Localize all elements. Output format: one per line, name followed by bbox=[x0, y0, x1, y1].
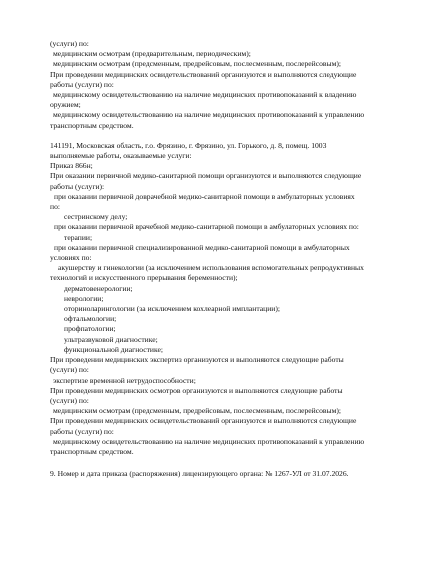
document-line: экспертизе временной нетрудоспособности; bbox=[53, 375, 196, 385]
document-line: при оказании первичной доврачебной медико-санитарной помощи в амбулаторных условиях bbox=[54, 191, 355, 201]
document-line: (услуги) по: bbox=[50, 39, 89, 48]
document-line: транспортным средством. bbox=[50, 120, 134, 130]
document-line: (услуги) по: bbox=[50, 395, 89, 405]
document-line: акушерству и гинекологии (за исключением использования вспомогательных репродуктивных bbox=[58, 263, 364, 273]
document-line: функциональной диагностике; bbox=[64, 344, 163, 354]
document-line: медицинскому освидетельствованию на наличие медицинских противопоказаний к владению bbox=[53, 90, 357, 100]
document-line: При проведении медицинских экспертиз организуются и выполняются следующие работы bbox=[50, 355, 344, 365]
document-line: офтальмологии; bbox=[64, 314, 117, 324]
document-line: выполняемые работы, оказываемые услуги: bbox=[50, 151, 192, 161]
document-line: медицинским осмотрам (предсменным, предрейсовым, послесменным, послерейсовым); bbox=[53, 59, 342, 69]
document-line: оториноларингологии (за исключением кохлеарной имплантации); bbox=[64, 304, 280, 314]
document-body bbox=[50, 39, 410, 479]
document-line: При проведении медицинских осмотров организуются и выполняются следующие работы bbox=[50, 385, 343, 395]
document-line: дерматовенерологии; bbox=[64, 283, 133, 293]
document-line: транспортным средством. bbox=[50, 446, 134, 456]
document-line: терапии; bbox=[64, 232, 93, 242]
document-line: технологий и искусственного прерывания беременности); bbox=[50, 273, 238, 283]
document-line: Приказ 866н; bbox=[50, 161, 93, 171]
document-line: медицинским осмотрам (предсменным, предрейсовым, послесменным, послерейсовым); bbox=[53, 406, 342, 416]
paragraph-gap bbox=[50, 457, 410, 469]
document-line: профпатологии; bbox=[64, 324, 116, 334]
document-line: медицинскому освидетельствованию на наличие медицинских противопоказаний к управлению bbox=[53, 436, 365, 446]
document-line: сестринскому делу; bbox=[64, 212, 128, 222]
document-line: 9. Номер и дата приказа (распоряжения) лицензирующего органа: № 1267-УЛ от 31.07.2026. bbox=[50, 469, 349, 479]
document-line: работы (услуги): bbox=[50, 181, 105, 191]
document-line: (услуги) по: bbox=[50, 365, 89, 375]
document-line: условиях по: bbox=[50, 253, 92, 263]
document-line: при оказании первичной специализированной медико-санитарной помощи в амбулаторных bbox=[54, 242, 350, 252]
document-line: работы (услуги) по: bbox=[50, 79, 114, 89]
paragraph-gap bbox=[50, 131, 410, 141]
document-line: медицинским осмотрам (предварительным, периодическим); bbox=[53, 49, 251, 59]
document-line: медицинскому освидетельствованию на наличие медицинских противопоказаний к управлению bbox=[53, 110, 365, 120]
document-line: При оказании первичной медико-санитарной помощи организуются и выполняются следующие bbox=[50, 171, 362, 181]
document-line: оружием; bbox=[50, 100, 81, 110]
document-line: при оказании первичной врачебной медико-санитарной помощи в амбулаторных условиях по: bbox=[54, 222, 359, 232]
document-line: неврологии; bbox=[64, 293, 104, 303]
document-line: При проведении медицинских освидетельствований организуются и выполняются следующие bbox=[50, 416, 357, 426]
document-line: по: bbox=[50, 202, 60, 212]
document-line: 141191, Московская область, г.о. Фрязино, г. Фрязино, ул. Горького, д. 8, помещ. 1003 bbox=[50, 140, 327, 150]
document-line: работы (услуги) по: bbox=[50, 426, 114, 436]
document-line: При проведении медицинских освидетельствований организуются и выполняются следующие bbox=[50, 69, 357, 79]
document-line: ультразвуковой диагностике; bbox=[64, 334, 158, 344]
